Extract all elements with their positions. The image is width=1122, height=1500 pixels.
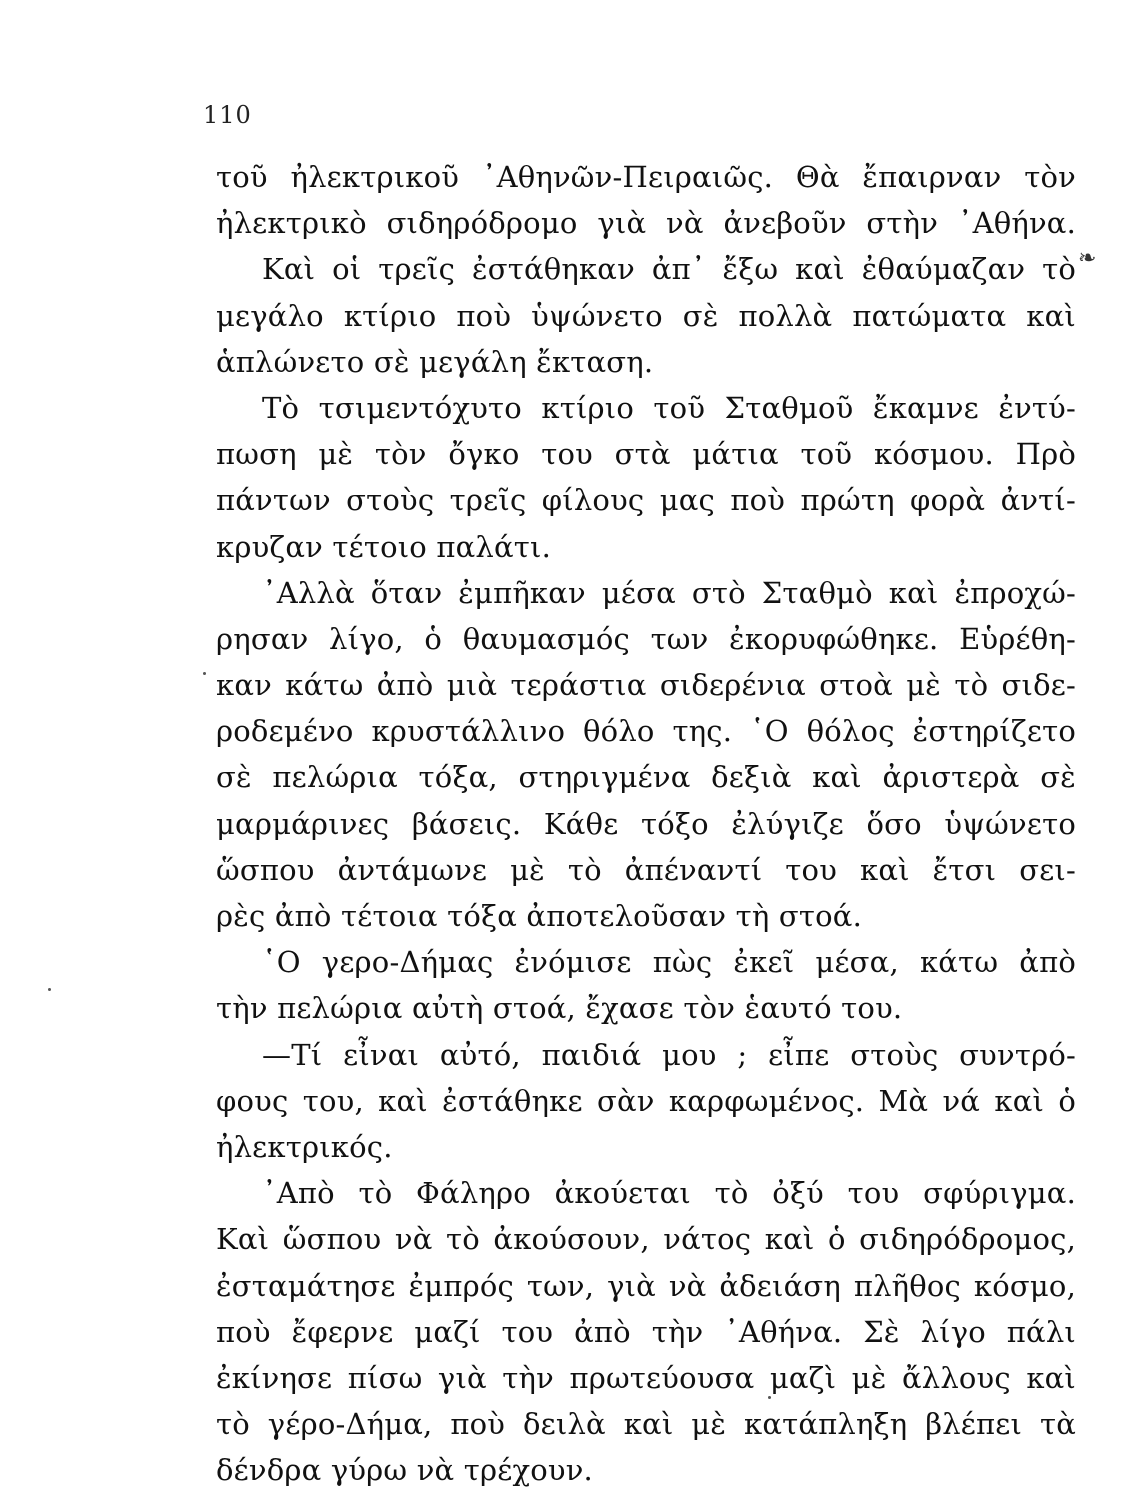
text-line: ρησαν λίγο, ὁ θαυμασμός των ἐκορυφώθηκε. Εὑρέθη- [216, 621, 1076, 656]
text-line: πάντων στοὺς τρεῖς φίλους μας ποὺ πρώτη φορὰ ἀντί- [216, 483, 1076, 518]
text-line: τοῦ ἠλεκτρικοῦ ᾽Αθηνῶν-Πειραιῶς. Θὰ ἔπαιρναν τὸν [216, 160, 1076, 194]
text-line: ρὲς ἀπὸ τέτοια τόξα ἀποτελοῦσαν τὴ στοά. [216, 899, 863, 933]
text-line: ὥσπου ἀντάμωνε μὲ τὸ ἀπέναντί του καὶ ἔτσι σει- [216, 852, 1076, 887]
text-line: μαρμάρινες βάσεις. Κάθε τόξο ἐλύγιζε ὅσο ὑψώνετο [216, 806, 1076, 841]
text-line: ἐσταμάτησε ἐμπρός των, γιὰ νὰ ἀδειάση πλῆθος κόσμο, [216, 1268, 1076, 1303]
margin-mark-icon: ❧ [1078, 246, 1097, 271]
text-line: σὲ πελώρια τόξα, στηριγμένα δεξιὰ καὶ ἀριστερὰ σὲ [216, 760, 1076, 795]
text-line: ἠλεκτρικὸ σιδηρόδρομο γιὰ νὰ ἀνεβοῦν στὴν ᾽Αθήνα. [216, 206, 1076, 241]
body-text [216, 154, 1076, 1493]
text-line: ᾽Αλλὰ ὅταν ἐμπῆκαν μέσα στὸ Σταθμὸ καὶ ἐπροχώ- [262, 575, 1076, 610]
text-line: Καὶ ὥσπου νὰ τὸ ἀκούσουν, νάτος καὶ ὁ σιδηρόδρομος, [216, 1222, 1076, 1257]
text-line: καν κάτω ἀπὸ μιὰ τεράστια σιδερένια στοὰ μὲ τὸ σιδε- [216, 668, 1076, 703]
page-number: 110 [203, 101, 252, 129]
text-line: ποὺ ἔφερνε μαζί του ἀπὸ τὴν ᾽Αθήνα. Σὲ λίγο πάλι [216, 1314, 1076, 1349]
ink-speck [48, 988, 51, 991]
text-line: τὴν πελώρια αὐτὴ στοά, ἔχασε τὸν ἑαυτό του. [216, 991, 903, 1026]
text-line: ἠλεκτρικός. [216, 1129, 393, 1164]
text-line: Τὸ τσιμεντόχυτο κτίριο τοῦ Σταθμοῦ ἔκαμνε ἐντύ- [262, 390, 1076, 425]
text-line: δένδρα γύρω νὰ τρέχουν. [216, 1453, 593, 1488]
text-line: πωση μὲ τὸν ὄγκο του στὰ μάτια τοῦ κόσμου. Πρὸ [216, 437, 1076, 472]
text-line: κρυζαν τέτοιο παλάτι. [216, 529, 552, 564]
text-line: Καὶ οἱ τρεῖς ἐστάθηκαν ἀπ᾽ ἔξω καὶ ἐθαύμαζαν τὸ [262, 252, 1076, 287]
text-line: ῾Ο γερο-Δήμας ἐνόμισε πὼς ἐκεῖ μέσα, κάτω ἀπὸ [262, 945, 1076, 980]
text-line: φους του, καὶ ἐστάθηκε σὰν καρφωμένος. Μὰ νά καὶ ὁ [216, 1083, 1076, 1118]
text-line: ἁπλώνετο σὲ μεγάλη ἔκταση. [216, 344, 654, 379]
ink-speck [203, 672, 206, 675]
text-line: ἐκίνησε πίσω γιὰ τὴν πρωτεύουσα μαζὶ μὲ ἄλλους καὶ [216, 1360, 1076, 1395]
text-line: —Τί εἶναι αὐτό, παιδιά μου ; εἶπε στοὺς συντρό- [262, 1037, 1076, 1072]
text-line: τὸ γέρο-Δήμα, ποὺ δειλὰ καὶ μὲ κατάπληξη βλέπει τὰ [216, 1407, 1076, 1442]
text-line: ροδεμένο κρυστάλλινο θόλο της. ῾Ο θόλος ἐστηρίζετο [216, 714, 1076, 749]
text-line: μεγάλο κτίριο ποὺ ὑψώνετο σὲ πολλὰ πατώματα καὶ [216, 298, 1076, 333]
text-line: ᾽Απὸ τὸ Φάληρο ἀκούεται τὸ ὀξύ του σφύριγμα. [262, 1176, 1076, 1211]
